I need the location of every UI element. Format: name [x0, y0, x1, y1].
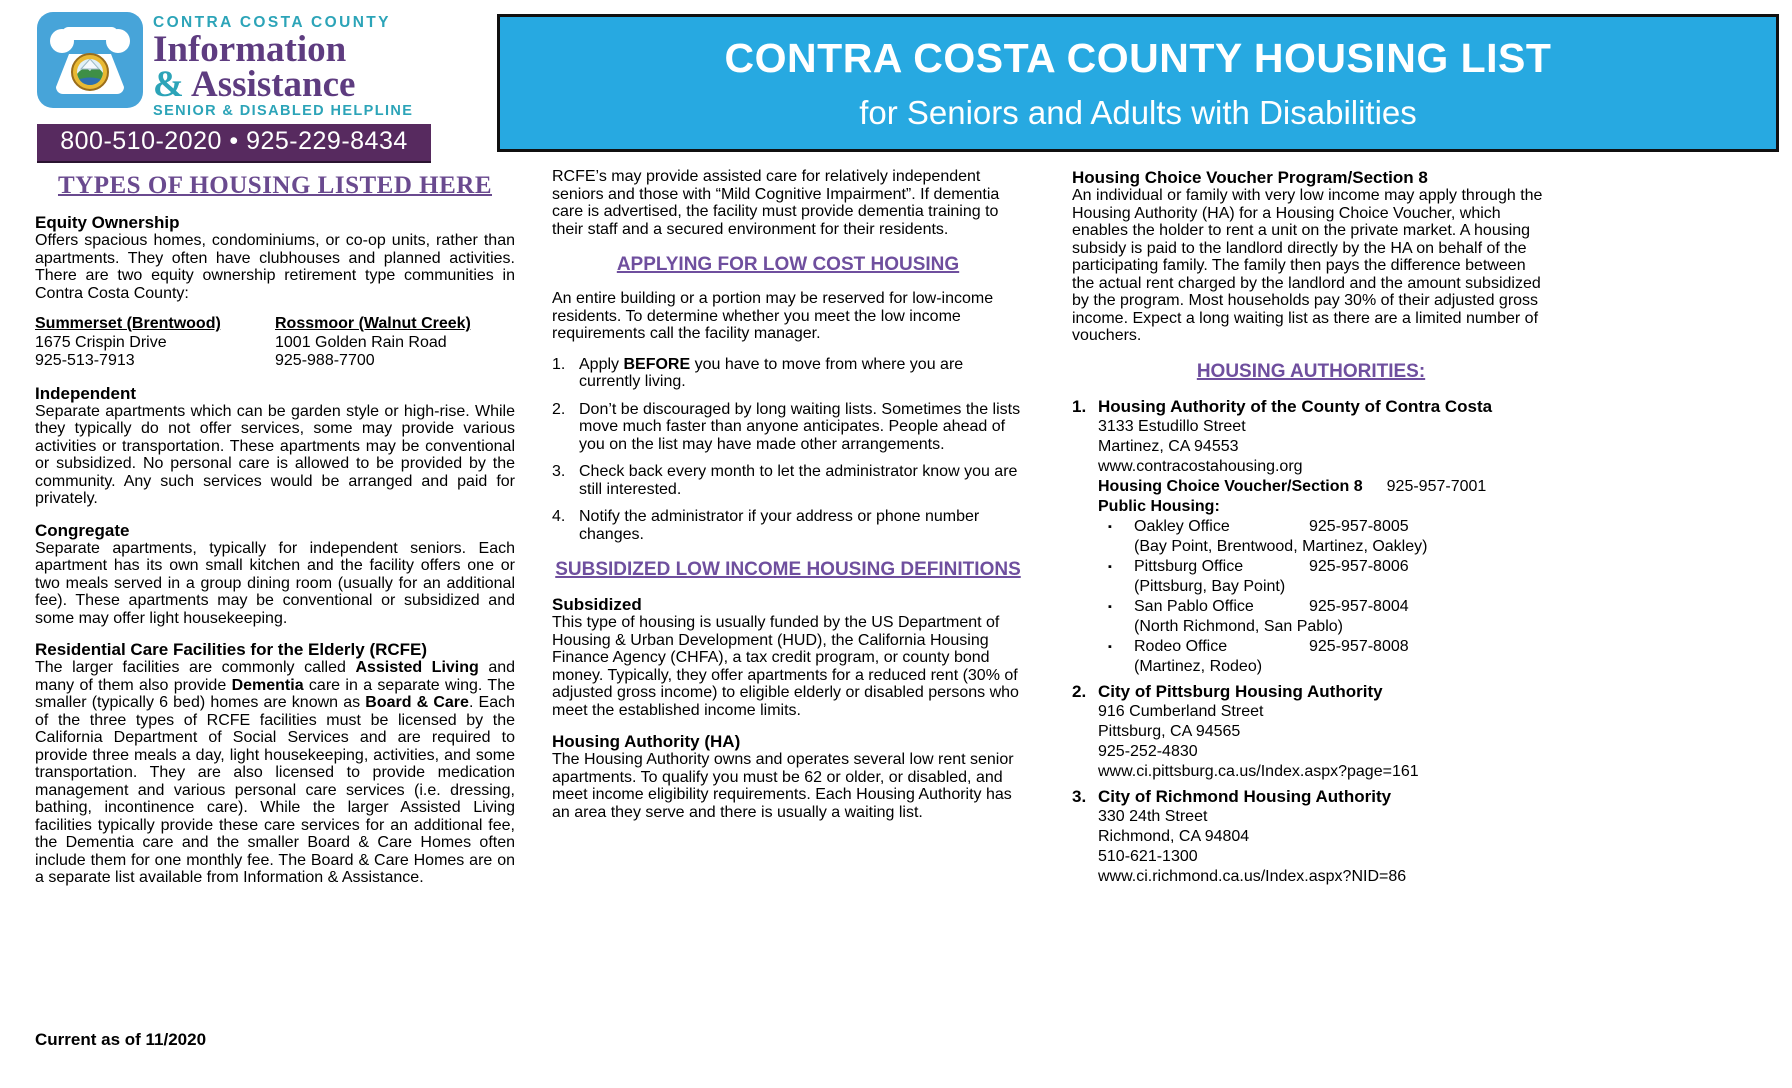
section-hcv	[1072, 168, 1550, 345]
list-item	[552, 508, 1024, 543]
section-congregate	[35, 521, 515, 628]
current-as-of-date: Current as of 11/2020	[35, 1030, 207, 1049]
community-summerset	[35, 315, 275, 371]
logo-row	[37, 12, 431, 119]
office-areas: (Martinez, Rodeo)	[1134, 657, 1263, 675]
rcfe-intro-paragraph: RCFE’s may provide assisted care for relatively independent seniors and those with “Mild Cognitive Impairment”. If dementia care is advertised, the facility must provide dementia training to their staff and a secured environment for their residents.	[552, 168, 1000, 238]
address-line: Richmond, CA 94804	[1098, 827, 1250, 845]
office-item	[1098, 637, 1550, 677]
section-body: The larger facilities are commonly called Assisted Living and many of them also provide Dementia care in a separate wing. The smaller (typically 6 bed) homes are known as Board & Care. Each of the three types of RCFE facilities must be licensed by the California Department of Social Services and are required to provide three meals a day, light housekeeping, activities, and some transportation. They are also licensed to provide medication management and various personal care services (i.e. dressing, bathing, incontinence care). While the larger Assisted Living facilities typically provide these care services for an additional fee, the Dementia care and the smaller Board & Care Homes often include them for one monthly fee. The Board & Care Homes are on a separate list available from Information & Assistance.	[35, 659, 516, 886]
authority-number: 2.	[1072, 681, 1087, 701]
item-number: 2.	[552, 400, 566, 418]
square-bullet-icon: ▪	[1108, 600, 1112, 613]
section-body: An individual or family with very low income may apply through the Housing Authority (HA) for a Housing Choice Voucher, which enables the holder to rent a unit on the private market. A housing subsidy is paid to the landlord directly by the HA on behalf of the participating family. The family then pays the difference between the actual rent charged by the landlord and the amount subsidized by the program. Most households pay 30% of their adjusted gross income. Expect a long waiting list as there are a limited number of vouchers.	[1072, 187, 1543, 344]
header-logo	[37, 12, 431, 161]
authority-name: Housing Authority of the County of Contra Costa	[1098, 396, 1493, 416]
assisted-living-term: Assisted Living	[355, 659, 479, 676]
community-addresses	[35, 315, 515, 371]
logo-text	[153, 12, 413, 119]
authority-details	[1098, 807, 1550, 887]
section-heading: Equity Ownership	[35, 213, 180, 232]
authority-name: City of Pittsburg Housing Authority	[1098, 681, 1383, 701]
address-line: 3133 Estudillo Street	[1098, 417, 1246, 435]
public-housing-label: Public Housing:	[1098, 497, 1220, 515]
item-number: 4.	[552, 508, 566, 525]
authority-number: 1.	[1072, 396, 1087, 416]
page-subtitle: for Seniors and Adults with Disabilities	[859, 93, 1417, 131]
section-housing-authority	[552, 732, 1024, 821]
column-applying	[552, 168, 1024, 834]
applying-intro-paragraph: An entire building or a portion may be reserved for low-income residents. To determine whether you meet the low income requirements call the facility manager.	[552, 290, 994, 342]
section-rcfe	[35, 640, 515, 887]
column-types-of-housing	[35, 168, 515, 900]
office-phone: 925-957-8005	[1309, 517, 1409, 535]
hcv-label: Housing Choice Voucher/Section 8	[1098, 477, 1363, 495]
page-title: CONTRA COSTA COUNTY HOUSING LIST	[724, 34, 1552, 81]
office-name: San Pablo Office	[1134, 597, 1254, 615]
authorities-heading: HOUSING AUTHORITIES:	[1196, 360, 1426, 382]
section-body: Offers spacious homes, condominiums, or co-op units, rather than apartments. They often have clubhouses and planned activities. There are two equity ownership retirement type communities in Contra Costa County:	[35, 232, 515, 302]
square-bullet-icon: ▪	[1108, 560, 1112, 573]
title-banner	[497, 14, 1779, 152]
authority-title-row	[1072, 682, 1550, 702]
logo-word-information: Information	[153, 29, 347, 70]
community-address: 1001 Golden Rain Road	[275, 333, 447, 351]
before-emphasis: BEFORE	[623, 355, 691, 373]
office-item	[1098, 597, 1550, 637]
address-line: 916 Cumberland Street	[1098, 702, 1264, 720]
helpline-phone-bar: 800-510-2020 • 925-229-8434	[37, 124, 431, 161]
authority-pittsburg	[1072, 682, 1550, 782]
office-areas: (Bay Point, Brentwood, Martinez, Oakley)	[1134, 537, 1428, 555]
helpline-tagline: SENIOR & DISABLED HELPLINE	[153, 103, 414, 119]
phone-logo-icon	[37, 12, 143, 108]
logo-county-line: CONTRA COSTA COUNTY	[153, 14, 391, 31]
section-subsidized	[552, 595, 1024, 719]
office-areas: (Pittsburg, Bay Point)	[1134, 577, 1286, 595]
office-name: Rodeo Office	[1134, 637, 1228, 655]
list-item	[552, 401, 1024, 454]
county-seal	[72, 54, 108, 90]
section-body: The Housing Authority owns and operates several low rent senior apartments. To qualify you must be 62 or older, or disabled, and meet income eligibility requirements. Each Housing Authority has an area they serve and there is usually a waiting list.	[552, 751, 1014, 821]
section-heading: Independent	[35, 383, 137, 403]
hcv-phone-row	[1098, 477, 1550, 497]
office-item	[1098, 517, 1550, 557]
office-phone: 925-957-8004	[1309, 597, 1409, 615]
address-line: Martinez, CA 94553	[1098, 437, 1239, 455]
item-text: Notify the administrator if your address or phone number changes.	[579, 508, 980, 543]
authority-name: City of Richmond Housing Authority	[1098, 786, 1392, 806]
community-phone: 925-988-7700	[275, 352, 375, 369]
types-heading: TYPES OF HOUSING LISTED HERE	[57, 172, 492, 199]
phone-line: 925-252-4830	[1098, 742, 1198, 760]
item-text: Apply BEFORE you have to move from where you are currently living.	[579, 355, 964, 390]
section-independent	[35, 384, 515, 508]
section-heading: Residential Care Facilities for the Elderly (RCFE)	[35, 640, 428, 659]
applying-tips-list	[552, 356, 1024, 544]
list-item	[552, 463, 1024, 498]
phone-line: 510-621-1300	[1098, 847, 1198, 865]
website-url: www.ci.pittsburg.ca.us/Index.aspx?page=161	[1098, 762, 1419, 780]
community-rossmoor	[275, 315, 515, 371]
community-name: Summerset (Brentwood)	[35, 315, 221, 332]
community-address: 1675 Crispin Drive	[35, 333, 167, 351]
authority-county	[1072, 397, 1550, 677]
section-body: Separate apartments, typically for independent seniors. Each apartment has its own small kitchen and the facility offers one or two meals served in a group dining room (usually for an additional fee). These apartments may be conventional or subsidized and some may offer light housekeeping.	[35, 539, 515, 627]
website-url: www.ci.richmond.ca.us/Index.aspx?NID=86	[1098, 867, 1407, 885]
authority-richmond	[1072, 787, 1550, 887]
authority-title-row	[1072, 397, 1550, 417]
office-phone: 925-957-8008	[1309, 637, 1409, 655]
square-bullet-icon: ▪	[1108, 520, 1112, 533]
item-text: Check back every month to let the administrator know you are still interested.	[579, 463, 1018, 498]
authority-details	[1098, 417, 1550, 677]
square-bullet-icon: ▪	[1108, 640, 1112, 653]
authority-number: 3.	[1072, 786, 1087, 806]
section-heading: Housing Authority (HA)	[552, 732, 741, 751]
office-name: Pittsburg Office	[1134, 557, 1244, 575]
applying-heading: APPLYING FOR LOW COST HOUSING	[616, 254, 960, 275]
item-number: 1.	[552, 355, 566, 373]
office-phone: 925-957-8006	[1309, 557, 1409, 575]
section-body: Separate apartments which can be garden style or high-rise. While they typically do not offer services, some may provide various activities or transportation. These apartments may be conventional or subsidized. No personal care is allowed to be provided by the community. Any such services would be arranged and paid for privately.	[35, 402, 515, 507]
hcv-phone: 925-957-7001	[1386, 477, 1487, 495]
section-heading: Subsidized	[552, 595, 642, 614]
section-heading: Housing Choice Voucher Program/Section 8	[1072, 168, 1428, 187]
office-areas: (North Richmond, San Pablo)	[1134, 617, 1343, 635]
address-line: 330 24th Street	[1098, 807, 1208, 825]
list-item	[552, 356, 1024, 391]
office-name: Oakley Office	[1134, 517, 1230, 535]
office-item	[1098, 557, 1550, 597]
board-and-care-term: Board & Care	[365, 694, 469, 711]
authority-details	[1098, 702, 1550, 782]
item-number: 3.	[552, 463, 566, 480]
website-url: www.contracostahousing.org	[1098, 457, 1303, 475]
section-heading: Congregate	[35, 520, 130, 540]
definitions-heading: SUBSIDIZED LOW INCOME HOUSING DEFINITIONS	[555, 559, 1021, 580]
column-authorities	[1072, 168, 1550, 892]
community-phone: 925-513-7913	[35, 352, 135, 369]
item-text: Don’t be discouraged by long waiting lists. Sometimes the lists move much faster than anyone anticipates. People ahead of you on the list may have made other arrangements.	[579, 400, 1021, 453]
section-body: This type of housing is usually funded by the US Department of Housing & Urban Development (HUD), the California Housing Finance Agency (CHFA), a tax credit program, or county bond money. Typically, they offer apartments for a reduced rent (30% of adjusted gross income) to eligible elderly or disabled persons who meet the established income limits.	[552, 614, 1019, 719]
community-name: Rossmoor (Walnut Creek)	[275, 315, 471, 332]
dementia-term: Dementia	[231, 676, 304, 694]
rotary-phone-icon	[37, 12, 143, 108]
logo-word-assistance: & Assistance	[153, 64, 356, 105]
section-equity-ownership	[35, 213, 515, 302]
authority-title-row	[1072, 787, 1550, 807]
address-line: Pittsburg, CA 94565	[1098, 722, 1241, 740]
ampersand: &	[153, 64, 184, 105]
